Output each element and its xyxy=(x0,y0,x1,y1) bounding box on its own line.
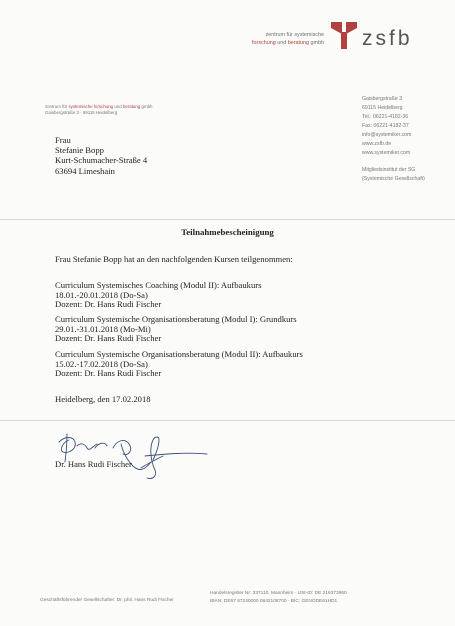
signer-name: Dr. Hans Rudi Fischer xyxy=(55,459,132,469)
logo-tagline-line2: forschung und beratung gmbh xyxy=(252,40,324,46)
contact-block xyxy=(362,95,425,184)
contact-email: info@systemiker.com xyxy=(362,132,412,138)
logo-wordmark: zsfb xyxy=(362,27,413,50)
contact-tel: Tel.: 06221-4182-36 xyxy=(362,114,409,120)
contact-city: 69115 Heidelberg xyxy=(362,105,403,111)
contact-web-1: www.zsfb.de xyxy=(362,141,392,147)
course-dates: 15.02.-17.02.2018 (Do-Sa) xyxy=(55,358,148,369)
logo-tagline xyxy=(252,31,324,47)
course-item xyxy=(55,315,297,344)
sender-return-address xyxy=(45,104,152,116)
handwritten-signature xyxy=(55,430,215,482)
letter-intro: Frau Stefanie Bopp hat an den nachfolgenden Kursen teilgenommen: xyxy=(55,254,293,264)
contact-web-2: www.systemiker.com xyxy=(362,150,411,156)
course-dates: 18.01.-20.01.2018 (Do-Sa) xyxy=(55,289,148,300)
recipient-salutation: Frau xyxy=(55,135,71,145)
course-title: Curriculum Systemische Organisationsberatung (Modul II): Aufbaukurs xyxy=(55,349,303,359)
course-lecturer: Dozent: Dr. Hans Rudi Fischer xyxy=(55,299,162,310)
course-dates: 29.01.-31.01.2018 (Mo-Mi) xyxy=(55,323,151,334)
course-item xyxy=(55,281,261,310)
recipient-name: Stefanie Bopp xyxy=(55,145,104,156)
contact-member-1: Mitgliedsinstitut der SG xyxy=(362,167,416,173)
contact-member-2: (Systemische Gesellschaft) xyxy=(362,176,425,182)
contact-spacer xyxy=(362,158,425,166)
logo-tagline-line1: zentrum für systemische xyxy=(265,32,324,38)
recipient-address xyxy=(55,135,147,176)
course-lecturer: Dozent: Dr. Hans Rudi Fischer xyxy=(55,368,162,379)
recipient-street: Kurt-Schumacher-Straße 4 xyxy=(55,155,148,166)
footer-register xyxy=(210,590,347,606)
course-item xyxy=(55,350,303,379)
zsfb-logo-mark-icon xyxy=(329,22,359,50)
course-title: Curriculum Systemische Organisationsberatung (Modul I): Grundkurs xyxy=(55,314,297,324)
place-date: Heidelberg, den 17.02.2018 xyxy=(55,394,151,404)
contact-fax: Fax: 06221-4182-37 xyxy=(362,123,409,129)
sender-line-1: zentrum für systemische forschung und beratung gmbh xyxy=(45,104,153,109)
fold-rule-middle xyxy=(0,420,455,421)
footer-bank-line: IBAN: DE67 67240000 0842108700 · BIC: GENODE61HD1 xyxy=(210,599,338,604)
course-title: Curriculum Systemisches Coaching (Modul II): Aufbaukurs xyxy=(55,280,262,290)
recipient-city: 63694 Limeshain xyxy=(55,165,115,176)
course-lecturer: Dozent: Dr. Hans Rudi Fischer xyxy=(55,333,162,344)
footer-managing-director: Geschäftsführender Gesellschafter: Dr. phil. Hans Rudi Fischer xyxy=(40,598,174,603)
letter-subject: Teilnahmebescheinigung xyxy=(181,227,274,237)
fold-rule-top xyxy=(0,219,455,220)
contact-street: Gaisbergstraße 3 xyxy=(362,96,403,102)
footer-register-line: Handelsregister Nr: 337110, Mannheim · USt-ID: DE 216373960 xyxy=(210,591,347,596)
sender-line-2: Gaisbergstraße 3 · 69115 Heidelberg xyxy=(45,110,118,115)
